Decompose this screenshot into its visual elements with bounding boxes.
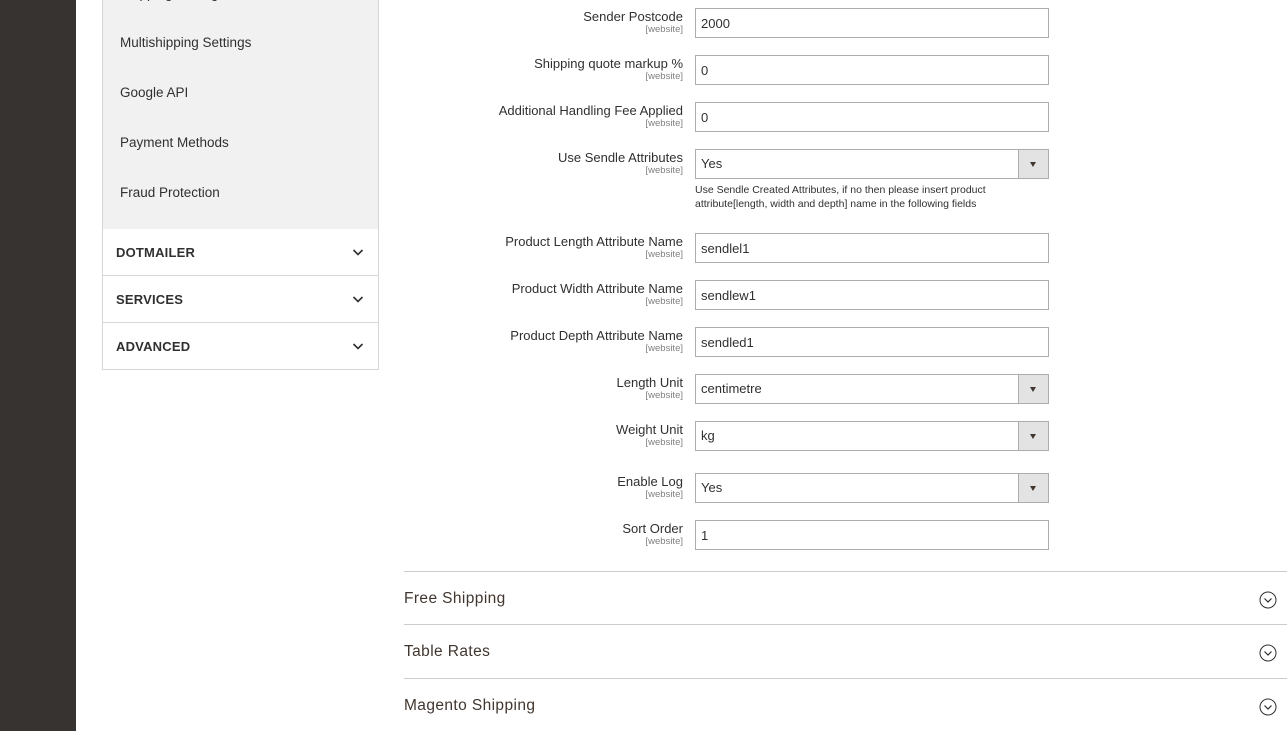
circle-chevron-down-icon [1259,698,1277,716]
chevron-down-icon [352,246,364,258]
field-label: Sender Postcode [583,9,683,24]
sidebar-item-multishipping-settings[interactable]: Multishipping Settings [120,35,252,50]
group-table-rates[interactable] [404,624,1287,677]
length-unit-select[interactable] [695,374,1049,404]
sidebar-item-google-api[interactable]: Google API [120,85,189,100]
sender-postcode-input[interactable] [695,8,1049,38]
enable-log-select[interactable] [695,473,1049,503]
selected-value: Yes [701,480,723,495]
scope-label: [website] [645,118,683,129]
scope-label: [website] [645,249,683,260]
select-arrow[interactable] [1018,150,1048,178]
selected-value: kg [701,428,715,443]
section-label: ADVANCED [116,339,191,354]
circle-chevron-down-icon [1259,644,1277,662]
select-arrow[interactable] [1018,375,1048,403]
scope-label: [website] [645,437,683,448]
sidebar-section-advanced[interactable] [102,323,379,370]
triangle-down-icon [1030,486,1036,491]
selected-value: Yes [701,156,723,171]
sales-subsection [102,0,379,229]
product-length-attribute-input[interactable] [695,233,1049,263]
field-label: Length Unit [616,375,683,390]
section-label: SERVICES [116,292,184,307]
product-depth-attribute-input[interactable] [695,327,1049,357]
sidebar-section-services[interactable] [102,276,379,323]
field-label: Weight Unit [616,422,683,437]
use-sendle-attributes-select[interactable] [695,149,1049,179]
select-arrow[interactable] [1018,474,1048,502]
shipping-quote-markup-input[interactable] [695,55,1049,85]
triangle-down-icon [1030,387,1036,392]
weight-unit-select[interactable] [695,421,1049,451]
field-label: Enable Log [617,474,683,489]
scope-label: [website] [645,24,683,35]
scope-label: [website] [645,390,683,401]
chevron-down-icon [352,293,364,305]
selected-value: centimetre [701,381,762,396]
scope-label: [website] [645,343,683,354]
scope-label: [website] [645,71,683,82]
product-width-attribute-input[interactable] [695,280,1049,310]
handling-fee-input[interactable] [695,102,1049,132]
field-label: Use Sendle Attributes [557,150,683,165]
field-label: Product Width Attribute Name [511,281,683,296]
scope-label: [website] [645,536,683,547]
triangle-down-icon [1030,434,1036,439]
scope-label: [website] [645,296,683,307]
group-magento-shipping[interactable] [404,678,1287,731]
scope-label: [website] [645,489,683,500]
chevron-down-icon [352,340,364,352]
config-sidebar [102,0,379,370]
triangle-down-icon [1030,162,1036,167]
sort-order-input[interactable] [695,520,1049,550]
group-title: Magento Shipping [404,697,536,714]
field-label: Product Depth Attribute Name [510,328,683,343]
sidebar-item-payment-methods[interactable]: Payment Methods [120,135,229,150]
field-label: Product Length Attribute Name [505,234,683,249]
field-note: Use Sendle Created Attributes, if no then please insert product attribute[length, width and depth] name in the following fields [695,184,986,210]
sidebar-section-dotmailer[interactable] [102,229,379,276]
group-title: Table Rates [404,643,491,660]
group-title: Free Shipping [404,590,506,607]
select-arrow[interactable] [1018,422,1048,450]
field-label: Shipping quote markup % [534,56,683,71]
scope-label: [website] [645,165,683,176]
section-label: DOTMAILER [116,245,196,260]
group-free-shipping[interactable] [404,571,1287,624]
field-label: Sort Order [622,521,683,536]
sidebar-item-shipping-settings[interactable] [120,0,225,1]
circle-chevron-down-icon [1259,591,1277,609]
admin-menu-bar [0,0,76,731]
field-label: Additional Handling Fee Applied [498,103,683,118]
sidebar-item-fraud-protection[interactable]: Fraud Protection [120,185,220,200]
